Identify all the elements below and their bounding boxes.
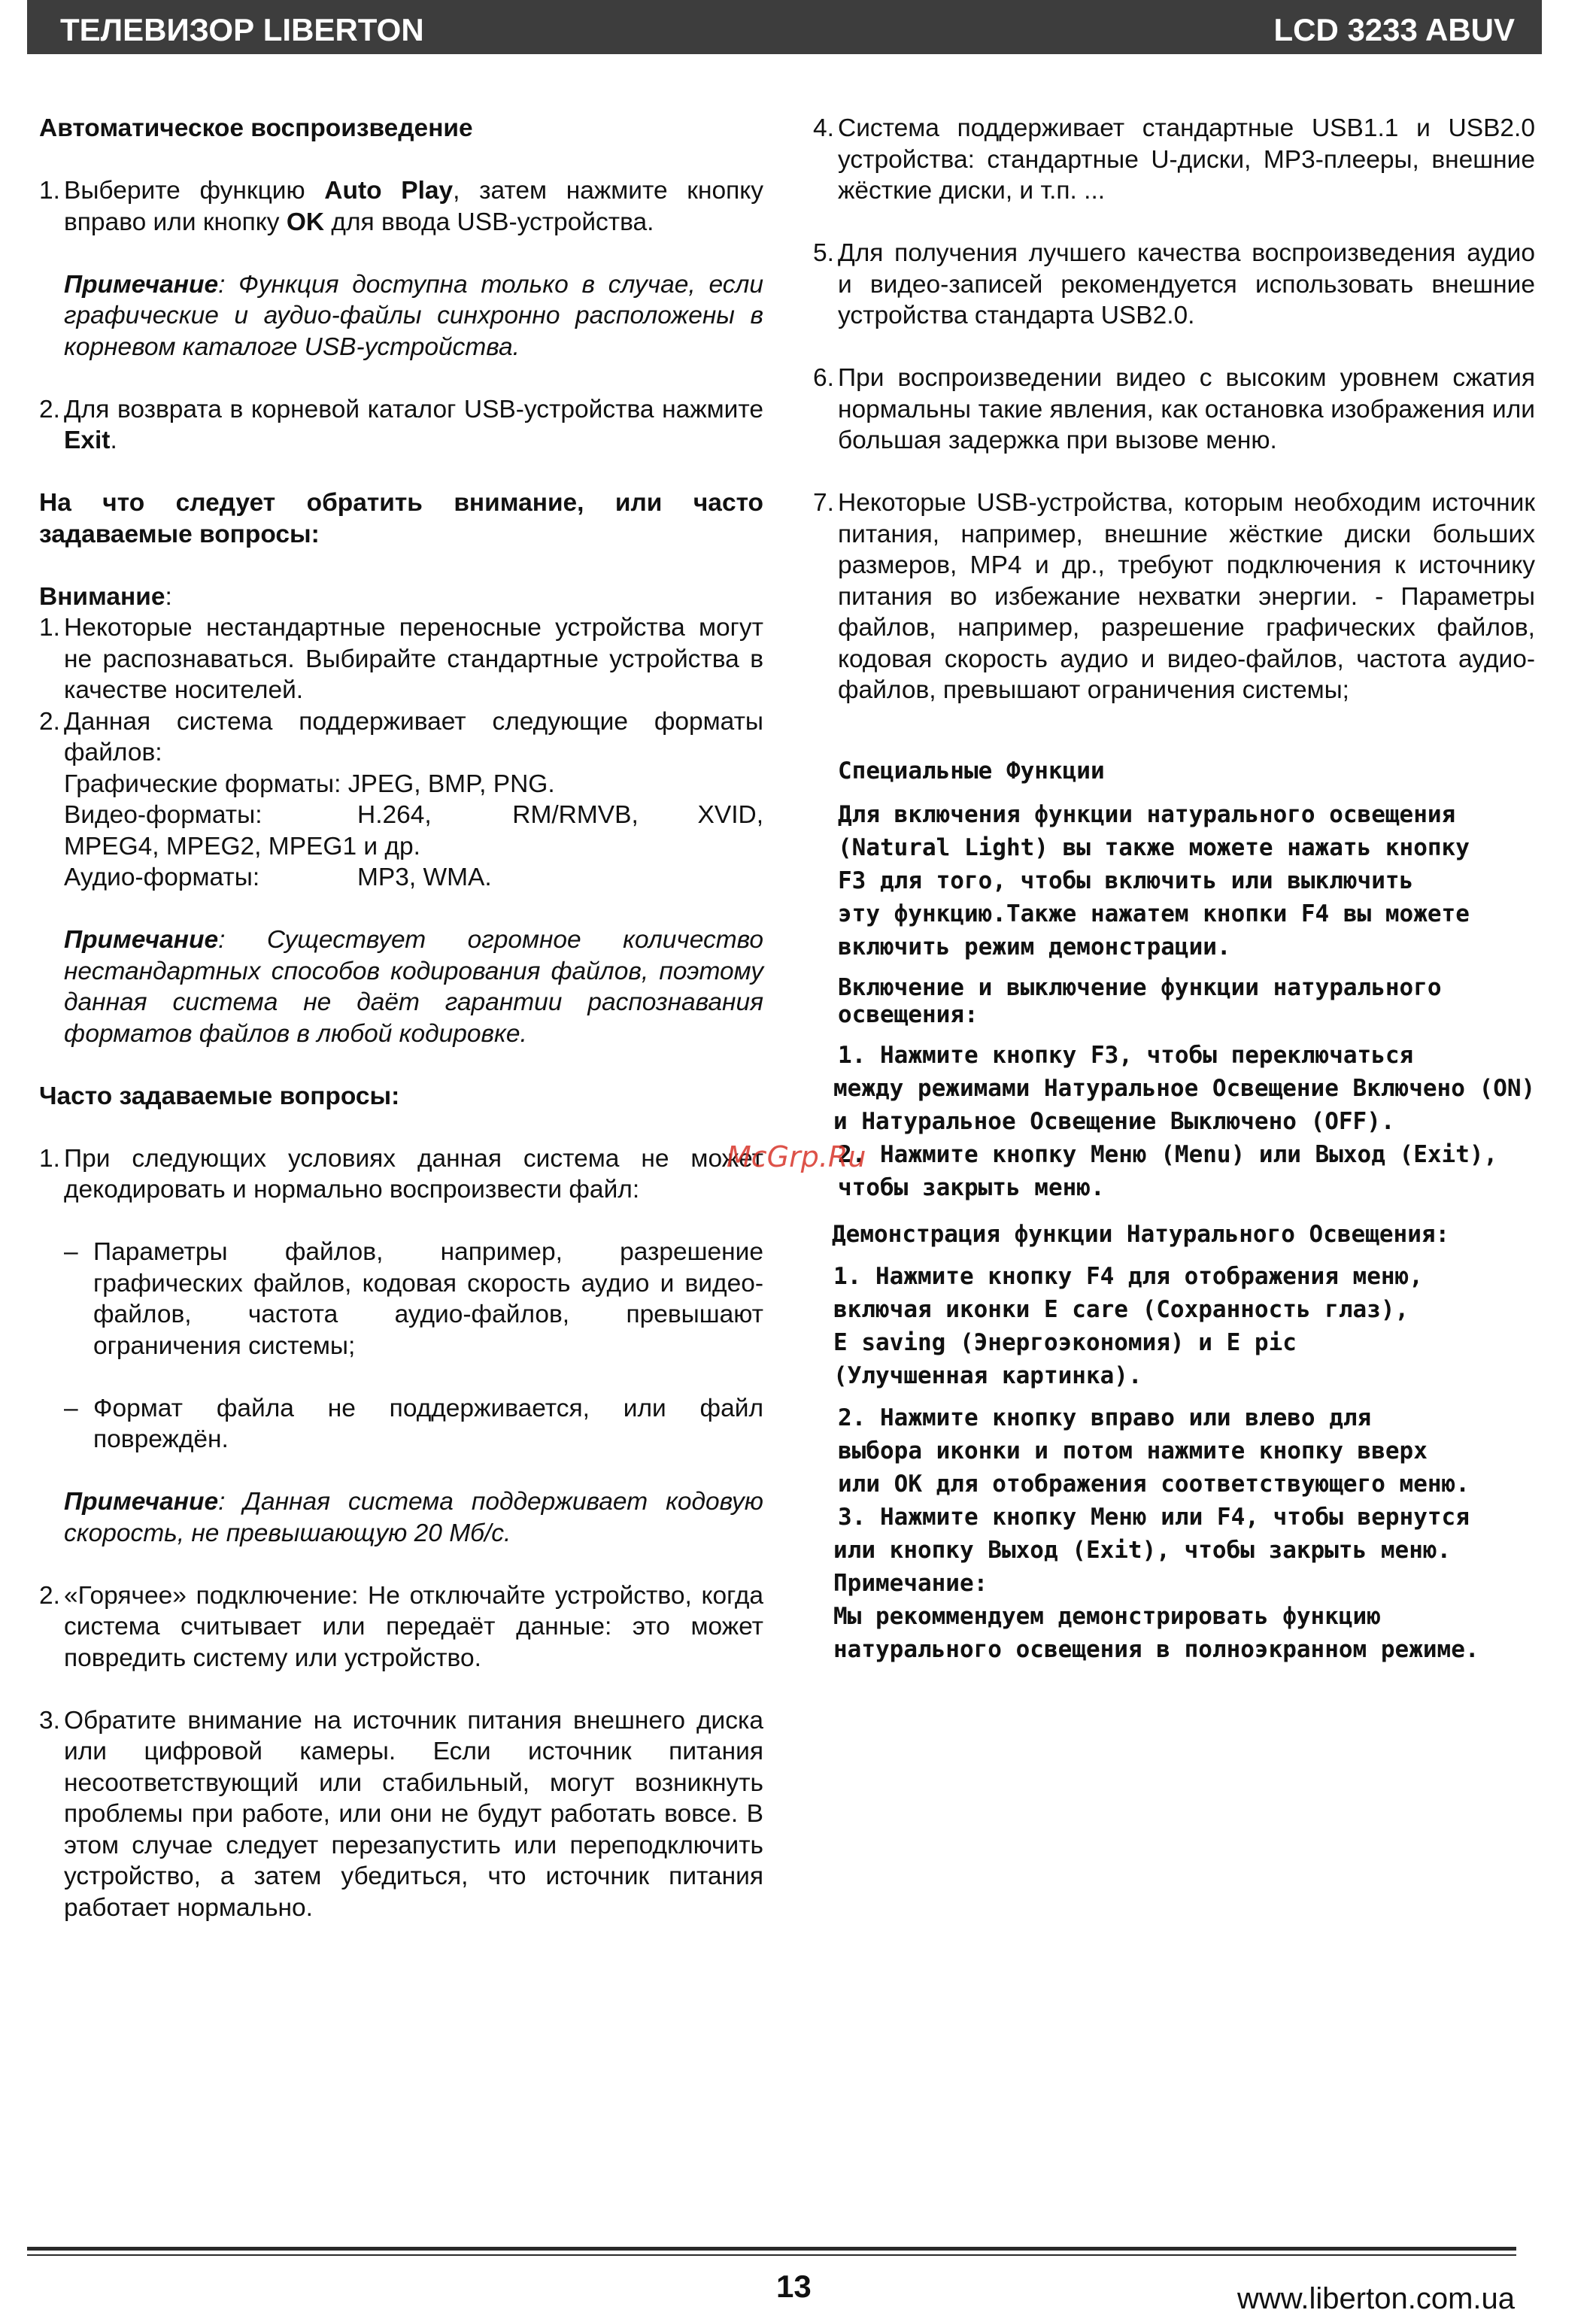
- attention-item-2: 2. Данная система поддерживает следующие форматы файлов:: [39, 707, 763, 766]
- page-number: 13: [776, 2269, 812, 2304]
- left-column: [39, 113, 763, 1923]
- faq-item-1: 1. При следующих условиях данная система не может декодировать и нормально воспроизвести файл:: [39, 1144, 763, 1204]
- heading-faq-intro: На что следует обратить внимание, или часто задаваемые вопросы:: [39, 489, 763, 548]
- header-title: ТЕЛЕВИЗОР LIBERTON: [60, 12, 424, 47]
- footer-url: www.liberton.com.ua: [1236, 2282, 1515, 2315]
- attention-label: Внимание:: [39, 582, 172, 611]
- demo-title: Демонстрация функции Натурального Освещения:: [832, 1220, 1450, 1248]
- attention-item-1: 1. Некоторые нестандартные переносные устройства могут не распознаваться. Выбирайте стандартные устройства в качестве носителей.: [39, 614, 763, 704]
- auto-step-1: 1. Выберите функцию Auto Play, затем нажмите кнопку вправо или кнопку OK для ввода USB-устройства.: [39, 177, 763, 236]
- note-1: Примечание: Функция доступна только в случае, если графические и аудио-файлы синхронно расположены в корневом каталоге USB-устройства.: [64, 270, 763, 361]
- format-graphic: Графические форматы: JPEG, BMP, PNG.: [64, 769, 555, 798]
- special-functions: Специальные Функции Для включения функции натурального освещения (Natural Light) вы также можете нажать кнопку F3 для того, чтобы включить или выключить эту функцию.Также нажатем кнопки F4 вы можете включить режим демонстрации. Включение и выключение функции натурального освещения: 1. Нажмите кнопку F3, чтобы переключаться между режимами Натуральное Освещение Включено (ON) и Натуральное Освещение Выключено (OFF). 2. Нажмите кнопку Меню (Menu) или Выход (Exit), чтобы закрыть меню. Демонстрация функции Натурального Освещения: 1. Нажмите кнопку F4 для отображения меню, включая иконки E care (Сохранность глаз), E saving (Энергоэкономия) и E pic (Улучшенная картинка). 2. Нажмите кнопку вправо или влево для выбора иконки и потом нажмите кнопку вверх или OK для отображения соответствующего меню. 3. Нажмите кнопку Меню или F4, чтобы вернутся или кнопку Выход (Exit), чтобы закрыть меню. Примечание: Мы рекоммендуем демонстрировать функцию натурального освещения в полноэкранном режиме.: [813, 754, 1535, 1666]
- faq-dash-1: – Параметры файлов, например, разрешение графических файлов, кодовая скорость аудио и видео-файлов, частота аудио-файлов, превышают ограничения системы;: [64, 1238, 763, 1360]
- note-3: Примечание: Данная система поддерживает кодовую скорость, не превышающую 20 Мб/с.: [64, 1488, 763, 1547]
- format-video-2: MPEG4, MPEG2, MPEG1 и др.: [64, 832, 420, 861]
- format-audio: Аудио-форматы: MP3, WMA.: [64, 864, 492, 891]
- watermark: McGrp.Ru: [727, 1140, 866, 1173]
- faq-item-2: 2. «Горячее» подключение: Не отключайте устройство, когда система считывает или передаёт данные: это может повредить систему или устройство.: [39, 1581, 763, 1672]
- header-bar: [27, 0, 1542, 54]
- heading-auto-play: Автоматическое воспроизведение: [39, 114, 473, 142]
- special-title: Специальные Функции: [838, 757, 1105, 785]
- faq-dash-2: – Формат файла не поддерживается, или файл повреждён.: [64, 1394, 763, 1453]
- right-column: [813, 113, 1535, 1666]
- footer-rule-thin: [27, 2254, 1516, 2256]
- auto-step-2: 2. Для возврата в корневой каталог USB-устройства нажмите Exit.: [39, 395, 763, 454]
- note-2: Примечание: Существует огромное количество нестандартных способов кодирования файлов, поэтому данная система не даёт гарантии распознавания форматов файлов в любой кодировке.: [64, 926, 763, 1048]
- faq-item-7: 7. Некоторые USB-устройства, которым необходим источник питания, например, внешние жёсткие диски больших размеров, MP4 и др., требуют подключения к источнику питания во избежание нехватки энергии. - Параметры файлов, например, разрешение графических файлов, кодовая скорость аудио и видео-файлов, частота аудио-файлов, превышают ограничения системы;: [813, 489, 1535, 704]
- footer-rule: [27, 2247, 1516, 2251]
- note-label: Примечание:: [833, 1569, 988, 1597]
- natural-light-title: Включение и выключение функции натурального: [838, 973, 1442, 1001]
- faq-item-6: 6. При воспроизведении видео с высоким уровнем сжатия нормальны такие явления, как остановка изображения или большая задержка при вызове меню.: [813, 364, 1535, 454]
- faq-item-5: 5. Для получения лучшего качества воспроизведения аудио и видео-записей рекомендуется использовать внешние устройства стандарта USB2.0.: [813, 239, 1535, 329]
- format-video: Видео-форматы: H.264, RM/RMVB, XVID,: [64, 801, 763, 829]
- heading-faq: Часто задаваемые вопросы:: [39, 1082, 400, 1110]
- faq-item-4: 4. Система поддерживает стандартные USB1.1 и USB2.0 устройства: стандартные U-диски, MP3-плееры, внешние жёсткие диски, и т.п. ...: [813, 114, 1535, 205]
- faq-item-3: 3. Обратите внимание на источник питания внешнего диска или цифровой камеры. Если источник питания несоответствующий или стабильный, могут возникнуть проблемы при работе, или они не будут работать вовсе. В этом случае следует перезапустить или переподключить устройство, а затем убедиться, что источник питания работает нормально.: [39, 1706, 763, 1922]
- header-model: LCD 3233 ABUV: [1273, 12, 1515, 47]
